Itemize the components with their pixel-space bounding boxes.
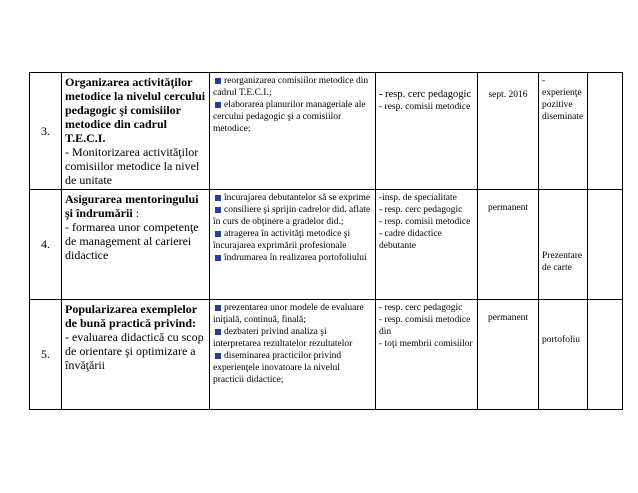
activity-item: reorganizarea comisiilor metodice din cadrul T.E.C.I.; (213, 76, 369, 98)
activity-item: încurajarea debutantelor să se exprime (213, 192, 372, 204)
bullet-icon (215, 78, 221, 84)
empty-cell (588, 190, 623, 300)
responsible-item: - resp. cerc pedagogic (379, 205, 463, 215)
indicator-value: - experienţe pozitive diseminate (542, 76, 584, 122)
topic-title-suffix: : (132, 206, 140, 220)
activity-item: diseminarea practicilor privind experienţele inovatoare la nivelul practicii didactice; (213, 351, 342, 385)
row-number: 4. (30, 190, 62, 300)
topic-cell (62, 190, 210, 300)
responsible-item: - resp. cerc pedagogic (379, 303, 463, 313)
term-cell (478, 300, 539, 410)
table-row (30, 300, 623, 410)
responsible-item: - resp. comisii metodice (379, 102, 471, 112)
term-cell (478, 73, 539, 190)
bullet-icon (215, 305, 221, 311)
term-value: sept. 2016 (488, 90, 528, 100)
responsible-item: - resp. comisii metodice (379, 217, 471, 227)
activity-item: dezbateri privind analiza şi interpretarea rezultatelor rezultatelor (213, 327, 353, 349)
topic-cell (62, 73, 210, 190)
bullet-icon (215, 329, 221, 335)
topic-cell (62, 300, 210, 410)
responsible-cell (376, 73, 478, 190)
term-value: permanent (487, 313, 529, 323)
topic-title: Asigurarea mentoringului şi îndrumării (65, 192, 199, 220)
bullet-icon (215, 353, 221, 359)
topic-description: - Monitorizarea activităţilor comisiilor metodice la nivel de unitate (65, 145, 200, 187)
activities-cell (210, 73, 376, 190)
bullet-icon (215, 102, 221, 108)
indicator-cell (539, 190, 588, 300)
empty-cell (588, 300, 623, 410)
table-row (30, 73, 623, 190)
bullet-icon (215, 207, 221, 213)
term-cell (478, 190, 539, 300)
topic-description: - evaluarea didactică cu scop de orientare şi optimizare a învăţării (65, 330, 204, 372)
responsible-item: - resp. cerc pedagogic (379, 89, 472, 100)
bullet-icon (215, 255, 221, 261)
responsible-item: - cadre didactice debutante (379, 229, 442, 251)
activity-item: îndrumarea în realizarea portofoliului (213, 252, 372, 264)
activities-cell (210, 300, 376, 410)
activity-item: atragerea în activităţi metodice şi încurajarea exprimării profesionale (213, 229, 351, 251)
empty-cell (588, 73, 623, 190)
activity-item: prezentarea unor modele de evaluare iniţială, continuă, finală; (213, 303, 364, 325)
activities-cell (210, 190, 376, 300)
indicator-cell (539, 73, 588, 190)
responsible-cell (376, 300, 478, 410)
row-number: 5. (30, 300, 62, 410)
table-row (30, 190, 623, 300)
bullet-icon (215, 195, 221, 201)
bullet-icon (215, 231, 221, 237)
topic-description: - formarea unor competenţe de management al carierei didactice (65, 220, 199, 262)
activity-item: elaborarea planurilor manageriale ale cercului pedagogic şi a comisiilor metodice; (213, 100, 366, 134)
activity-table (29, 72, 623, 410)
indicator-cell (539, 300, 588, 410)
topic-title: Popularizarea exemplelor de bună practică privind: (65, 302, 197, 330)
activity-item: consiliere şi sprijin cadrelor did. aflate în curs de obţinere a gradelor did.; (213, 205, 371, 227)
responsible-item: - resp. comisii metodice din (379, 315, 471, 337)
indicator-value: Prezentare de carte (542, 251, 583, 273)
responsible-item: -insp. de specialitate (379, 193, 457, 203)
responsible-cell (376, 190, 478, 300)
term-value: permanent (487, 203, 529, 213)
responsible-item: - toţi membrii comisiilor (379, 339, 473, 349)
row-number: 3. (30, 73, 62, 190)
topic-title: Organizarea activităţilor metodice la nivelul cercului pedagogic şi comisiilor metodice din cadrul T.E.C.I. (65, 75, 206, 145)
indicator-value: portofoliu (542, 335, 580, 345)
